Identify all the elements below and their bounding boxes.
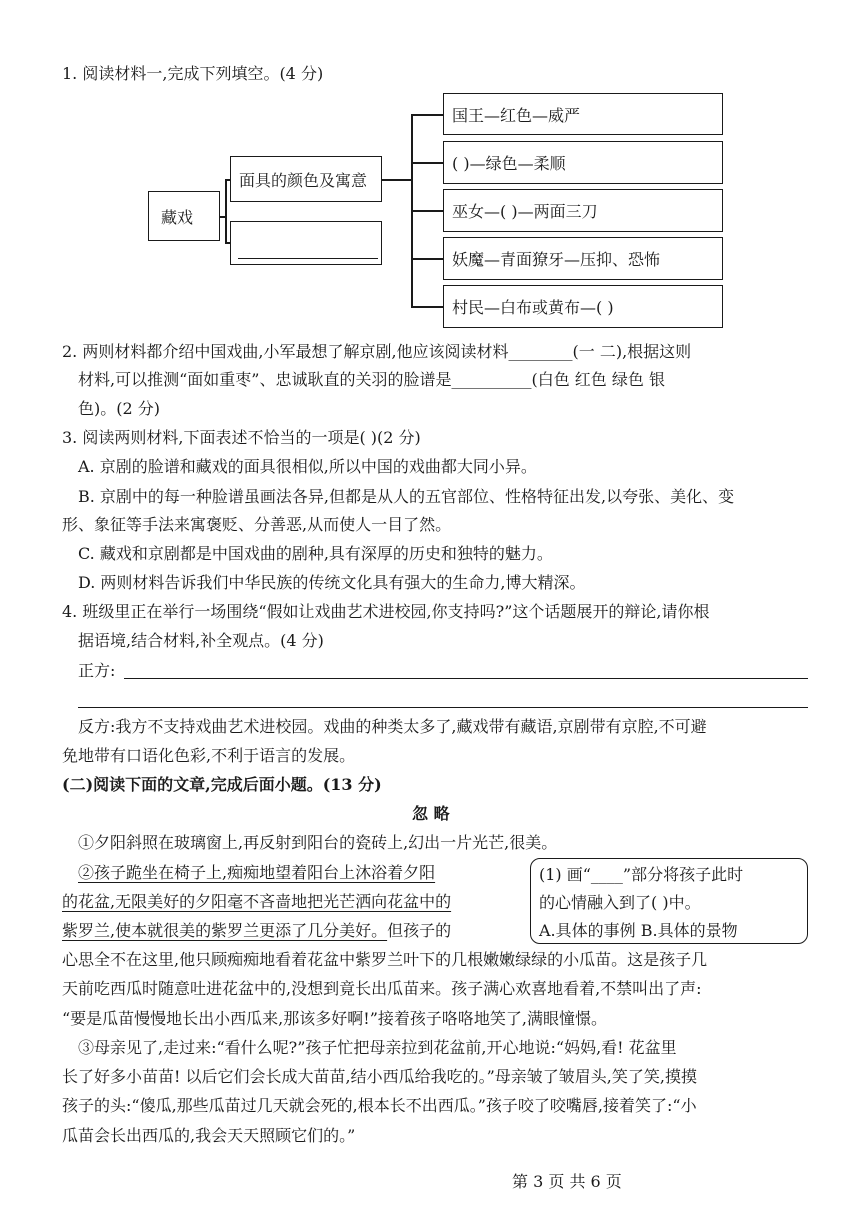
diagram-leaf <box>443 237 723 280</box>
connector <box>411 114 443 116</box>
connector <box>411 162 443 164</box>
q4-fan-line: 免地带有口语化色彩,不利于语言的发展。 <box>62 746 356 765</box>
article-title: 忽 略 <box>412 804 450 823</box>
blank-underline <box>238 258 378 259</box>
diagram-leaf-text: ( )—绿色—柔顺 <box>452 154 566 173</box>
diagram-leaf <box>443 285 723 328</box>
tip-line: 的心情融入到了( )中。 <box>539 893 701 912</box>
diagram-root-label: 藏戏 <box>161 207 194 227</box>
article-line-tail: 但孩子的 <box>387 921 452 940</box>
diagram-leaf-text: 村民—白布或黄布—( ) <box>452 298 614 317</box>
connector <box>225 179 231 181</box>
diagram-leaf-text: 国王—红色—威严 <box>452 105 581 125</box>
article-line: 孩子的头:“傻瓜,那些瓜苗过几天就会死的,根本长不出西瓜。”孩子咬了咬嘴唇,接着笑了:“小 <box>62 1096 697 1115</box>
connector <box>225 179 227 243</box>
diagram-branch-top <box>230 156 382 202</box>
connector <box>411 258 443 260</box>
article-line: ③母亲见了,走过来:“看什么呢?”孩子忙把母亲拉到花盆前,开心地说:“妈妈,看! 花盆里 <box>78 1038 677 1057</box>
underlined-sentence: 紫罗兰,使本就很美的紫罗兰更添了几分美好。 <box>62 921 388 940</box>
connector <box>411 210 443 212</box>
q2-line: 2. 两则材料都介绍中国戏曲,小军最想了解京剧,他应该阅读材料________(一 二),根据这则 <box>62 342 692 361</box>
article-line <box>62 921 451 941</box>
q3-option-b-cont: 形、象征等手法来寓褒贬、分善恶,从而使人一目了然。 <box>62 515 452 534</box>
diagram-leaf <box>443 93 723 135</box>
q3-option-b: B. 京剧中的每一种脸谱虽画法各异,但都是从人的五官部位、性格特征出发,以夸张、美化、变 <box>78 487 735 506</box>
article-line: “要是瓜苗慢慢地长出小西瓜来,那该多好啊!”接着孩子咯咯地笑了,满眼憧憬。 <box>62 1009 607 1028</box>
diagram-branch-top-label: 面具的颜色及寓意 <box>239 170 368 190</box>
answer-line <box>78 707 808 708</box>
q2-line: 材料,可以推测“面如重枣”、忠诚耿直的关羽的脸谱是__________(白色 红色 绿色 银 <box>78 370 665 389</box>
q3-prompt: 3. 阅读两则材料,下面表述不恰当的一项是( )(2 分) <box>62 428 421 447</box>
connector <box>411 306 443 308</box>
article-paragraph: ①夕阳斜照在玻璃窗上,再反射到阳台的瓷砖上,幻出一片光芒,很美。 <box>78 833 558 852</box>
underlined-sentence: 的花盆,无限美好的夕阳毫不吝啬地把光芒洒向花盆中的 <box>62 892 452 911</box>
article-line: 天前吃西瓜时随意吐进花盆中的,没想到竟长出瓜苗来。孩子满心欢喜地看着,不禁叫出了声: <box>62 979 702 998</box>
q4-fan-line: 反方:我方不支持戏曲艺术进校园。戏曲的种类太多了,藏戏带有藏语,京剧带有京腔,不可避 <box>78 717 707 736</box>
question-tip-box <box>530 858 808 944</box>
diagram-root <box>148 191 220 241</box>
q2-line: 色)。(2 分) <box>78 399 160 418</box>
article-line: 心思全不在这里,他只顾痴痴地看着花盆中紫罗兰叶下的几根嫩嫩绿绿的小瓜苗。这是孩子几 <box>62 950 708 969</box>
tip-line: (1) 画“____”部分将孩子此时 <box>539 865 744 884</box>
section-heading: (二)阅读下面的文章,完成后面小题。(13 分) <box>62 775 382 794</box>
tip-line: A.具体的事例 B.具体的景物 <box>539 921 738 940</box>
q3-option-d: D. 两则材料告诉我们中华民族的传统文化具有强大的生命力,博大精深。 <box>78 573 586 592</box>
q3-option-c: C. 藏戏和京剧都是中国戏曲的剧种,具有深厚的历史和独特的魅力。 <box>78 544 553 563</box>
q3-option-a: A. 京剧的脸谱和藏戏的面具很相似,所以中国的戏曲都大同小异。 <box>78 457 537 476</box>
q4-zheng-label: 正方: <box>78 661 116 680</box>
diagram-leaf-text: 巫女—( )—两面三刀 <box>452 202 598 221</box>
diagram-leaf-text: 妖魔—青面獠牙—压抑、恐怖 <box>452 250 661 269</box>
connector <box>382 179 412 181</box>
diagram-leaf <box>443 141 723 184</box>
q4-line: 4. 班级里正在举行一场围绕“假如让戏曲艺术进校园,你支持吗?”这个话题展开的辩论,请你根 <box>62 602 710 621</box>
q1-prompt: 1. 阅读材料一,完成下列填空。(4 分) <box>62 64 324 83</box>
answer-line <box>124 678 808 679</box>
connector <box>225 242 231 244</box>
article-line: 瓜苗会长出西瓜的,我会天天照顾它们的。” <box>62 1126 356 1145</box>
underlined-sentence: ②孩子跪坐在椅子上,痴痴地望着阳台上沐浴着夕阳 <box>78 863 436 882</box>
page-number: 第 3 页 共 6 页 <box>512 1172 622 1191</box>
article-line: 长了好多小苗苗! 以后它们会长成大苗苗,结小西瓜给我吃的。”母亲皱了皱眉头,笑了笑,摸摸 <box>62 1067 697 1086</box>
q4-line: 据语境,结合材料,补全观点。(4 分) <box>78 631 324 650</box>
diagram-leaf <box>443 189 723 232</box>
